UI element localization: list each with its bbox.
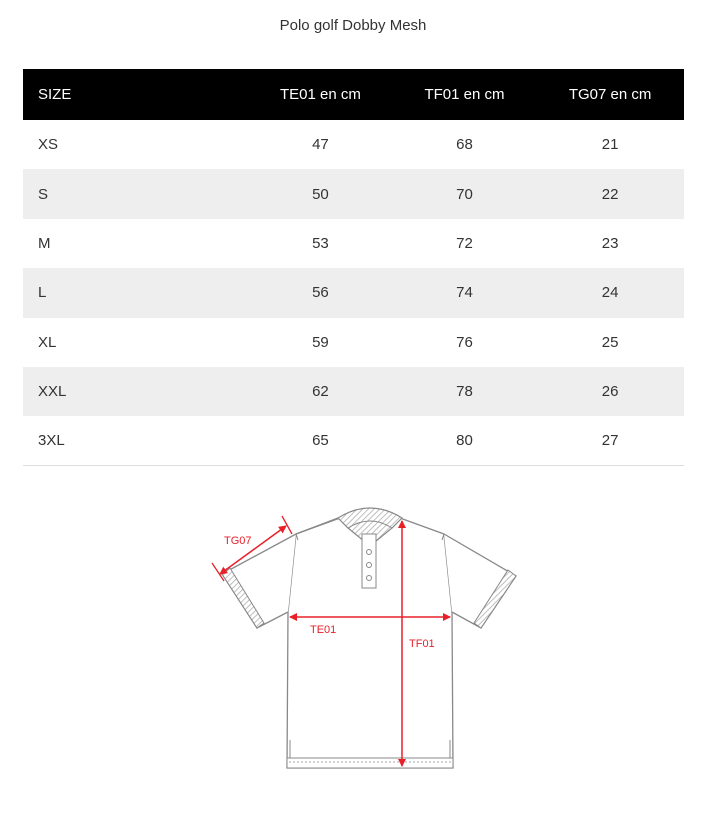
size-cell: XS xyxy=(38,136,59,154)
table-row xyxy=(23,120,684,169)
polo-shirt-measurement-diagram xyxy=(200,500,530,780)
tg07-cell: 26 xyxy=(601,383,619,401)
button-icon xyxy=(367,576,372,581)
table-row xyxy=(23,219,684,268)
size-cell: M xyxy=(38,234,51,252)
table-row xyxy=(23,268,684,317)
column-header-te01: TE01 en cm xyxy=(279,86,361,103)
tf01-cell: 72 xyxy=(456,234,473,252)
size-cell: 3XL xyxy=(38,432,65,450)
tf01-label: TF01 xyxy=(409,638,435,650)
tf01-cell: 70 xyxy=(456,185,473,203)
table-header-row xyxy=(23,69,684,120)
tf01-cell: 68 xyxy=(456,136,473,154)
tg07-label: TG07 xyxy=(224,535,252,547)
size-chart-table xyxy=(23,69,684,466)
button-icon xyxy=(367,550,372,555)
te01-cell: 65 xyxy=(312,432,329,450)
size-cell: XL xyxy=(38,333,57,351)
size-cell: L xyxy=(38,284,47,302)
te01-cell: 53 xyxy=(312,234,329,252)
tg07-tick-top xyxy=(282,516,292,534)
te01-cell: 59 xyxy=(312,333,329,351)
te01-cell: 47 xyxy=(312,136,329,154)
tg07-cell: 23 xyxy=(601,234,619,252)
tf01-cell: 76 xyxy=(456,333,473,351)
table-row xyxy=(23,367,684,416)
column-header-size: SIZE xyxy=(38,86,72,103)
tf01-cell: 80 xyxy=(456,432,473,450)
tg07-cell: 25 xyxy=(601,333,619,351)
te01-cell: 56 xyxy=(312,284,329,302)
hem xyxy=(287,758,453,768)
size-cell: XXL xyxy=(38,383,67,401)
tf01-cell: 74 xyxy=(456,284,473,302)
page-title: Polo golf Dobby Mesh xyxy=(279,17,427,34)
table-row xyxy=(23,169,684,218)
te01-cell: 62 xyxy=(312,383,329,401)
size-cell: S xyxy=(38,185,49,203)
table-row xyxy=(23,318,684,367)
column-header-tg07: TG07 en cm xyxy=(568,86,652,103)
column-header-tf01: TF01 en cm xyxy=(424,86,505,103)
tg07-cell: 22 xyxy=(601,185,619,203)
tg07-cell: 24 xyxy=(601,284,619,302)
tg07-cell: 21 xyxy=(601,136,619,154)
te01-label: TE01 xyxy=(310,624,337,636)
table-row xyxy=(23,416,684,465)
tg07-cell: 27 xyxy=(601,432,619,450)
button-icon xyxy=(367,563,372,568)
tf01-cell: 78 xyxy=(456,383,473,401)
te01-cell: 50 xyxy=(312,185,329,203)
